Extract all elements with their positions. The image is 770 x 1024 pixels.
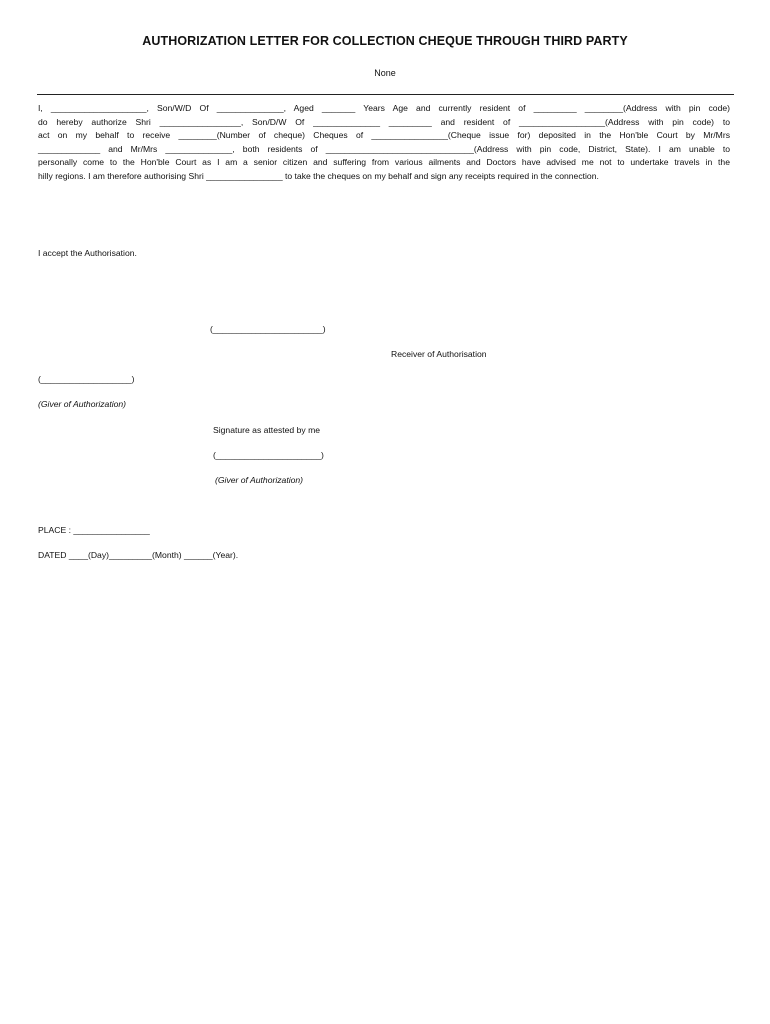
paragraph-line: hilly regions. I am therefore authorising Shri ________________ to take the cheques on my behalf and sign any receipts required in the connection. [38,170,599,181]
accept-authorisation-text: I accept the Authorisation. [38,248,137,258]
attestation-signature-line: (______________________) [213,450,324,460]
receiver-label: Receiver of Authorisation [391,349,487,359]
dated-field: DATED ____(Day)_________(Month) ______(Year). [38,550,239,560]
attestation-text: Signature as attested by me [213,425,321,435]
place-field: PLACE : ________________ [38,525,150,535]
attestation-giver-label: (Giver of Authorization) [215,475,304,485]
paragraph-line: I, ____________________, Son/W/D Of ______________, Aged _______ Years Age and currently resident of _________ ________(Address with pin code) [38,103,730,113]
paragraph-line: act on my behalf to receive ________(Number of cheque) Cheques of ________________(Cheque issue for) deposited in the Hon'ble Court by Mr/Mrs [38,130,730,141]
giver-label: (Giver of Authorization) [38,399,127,409]
giver-signature-line: (___________________) [38,374,135,384]
paragraph-line: _____________ and Mr/Mrs ______________, both residents of _______________________________(Address with pin code, District, State). I am unable to [38,143,730,154]
paragraph-line: do hereby authorize Shri _________________, Son/D/W Of ______________ _________ and resident of __________________(Address with pin code) to [38,116,730,127]
authorization-paragraph [38,102,730,184]
document-title: AUTHORIZATION LETTER FOR COLLECTION CHEQUE THROUGH THIRD PARTY [142,34,628,48]
header-divider [37,94,734,95]
receiver-signature-line: (_______________________) [210,324,326,334]
paragraph-line: personally come to the Hon'ble Court as I am a senior citizen and suffering from various ailments and Doctors have advised me not to undertake travels in the [38,157,730,168]
document-subtitle: None [374,68,396,78]
